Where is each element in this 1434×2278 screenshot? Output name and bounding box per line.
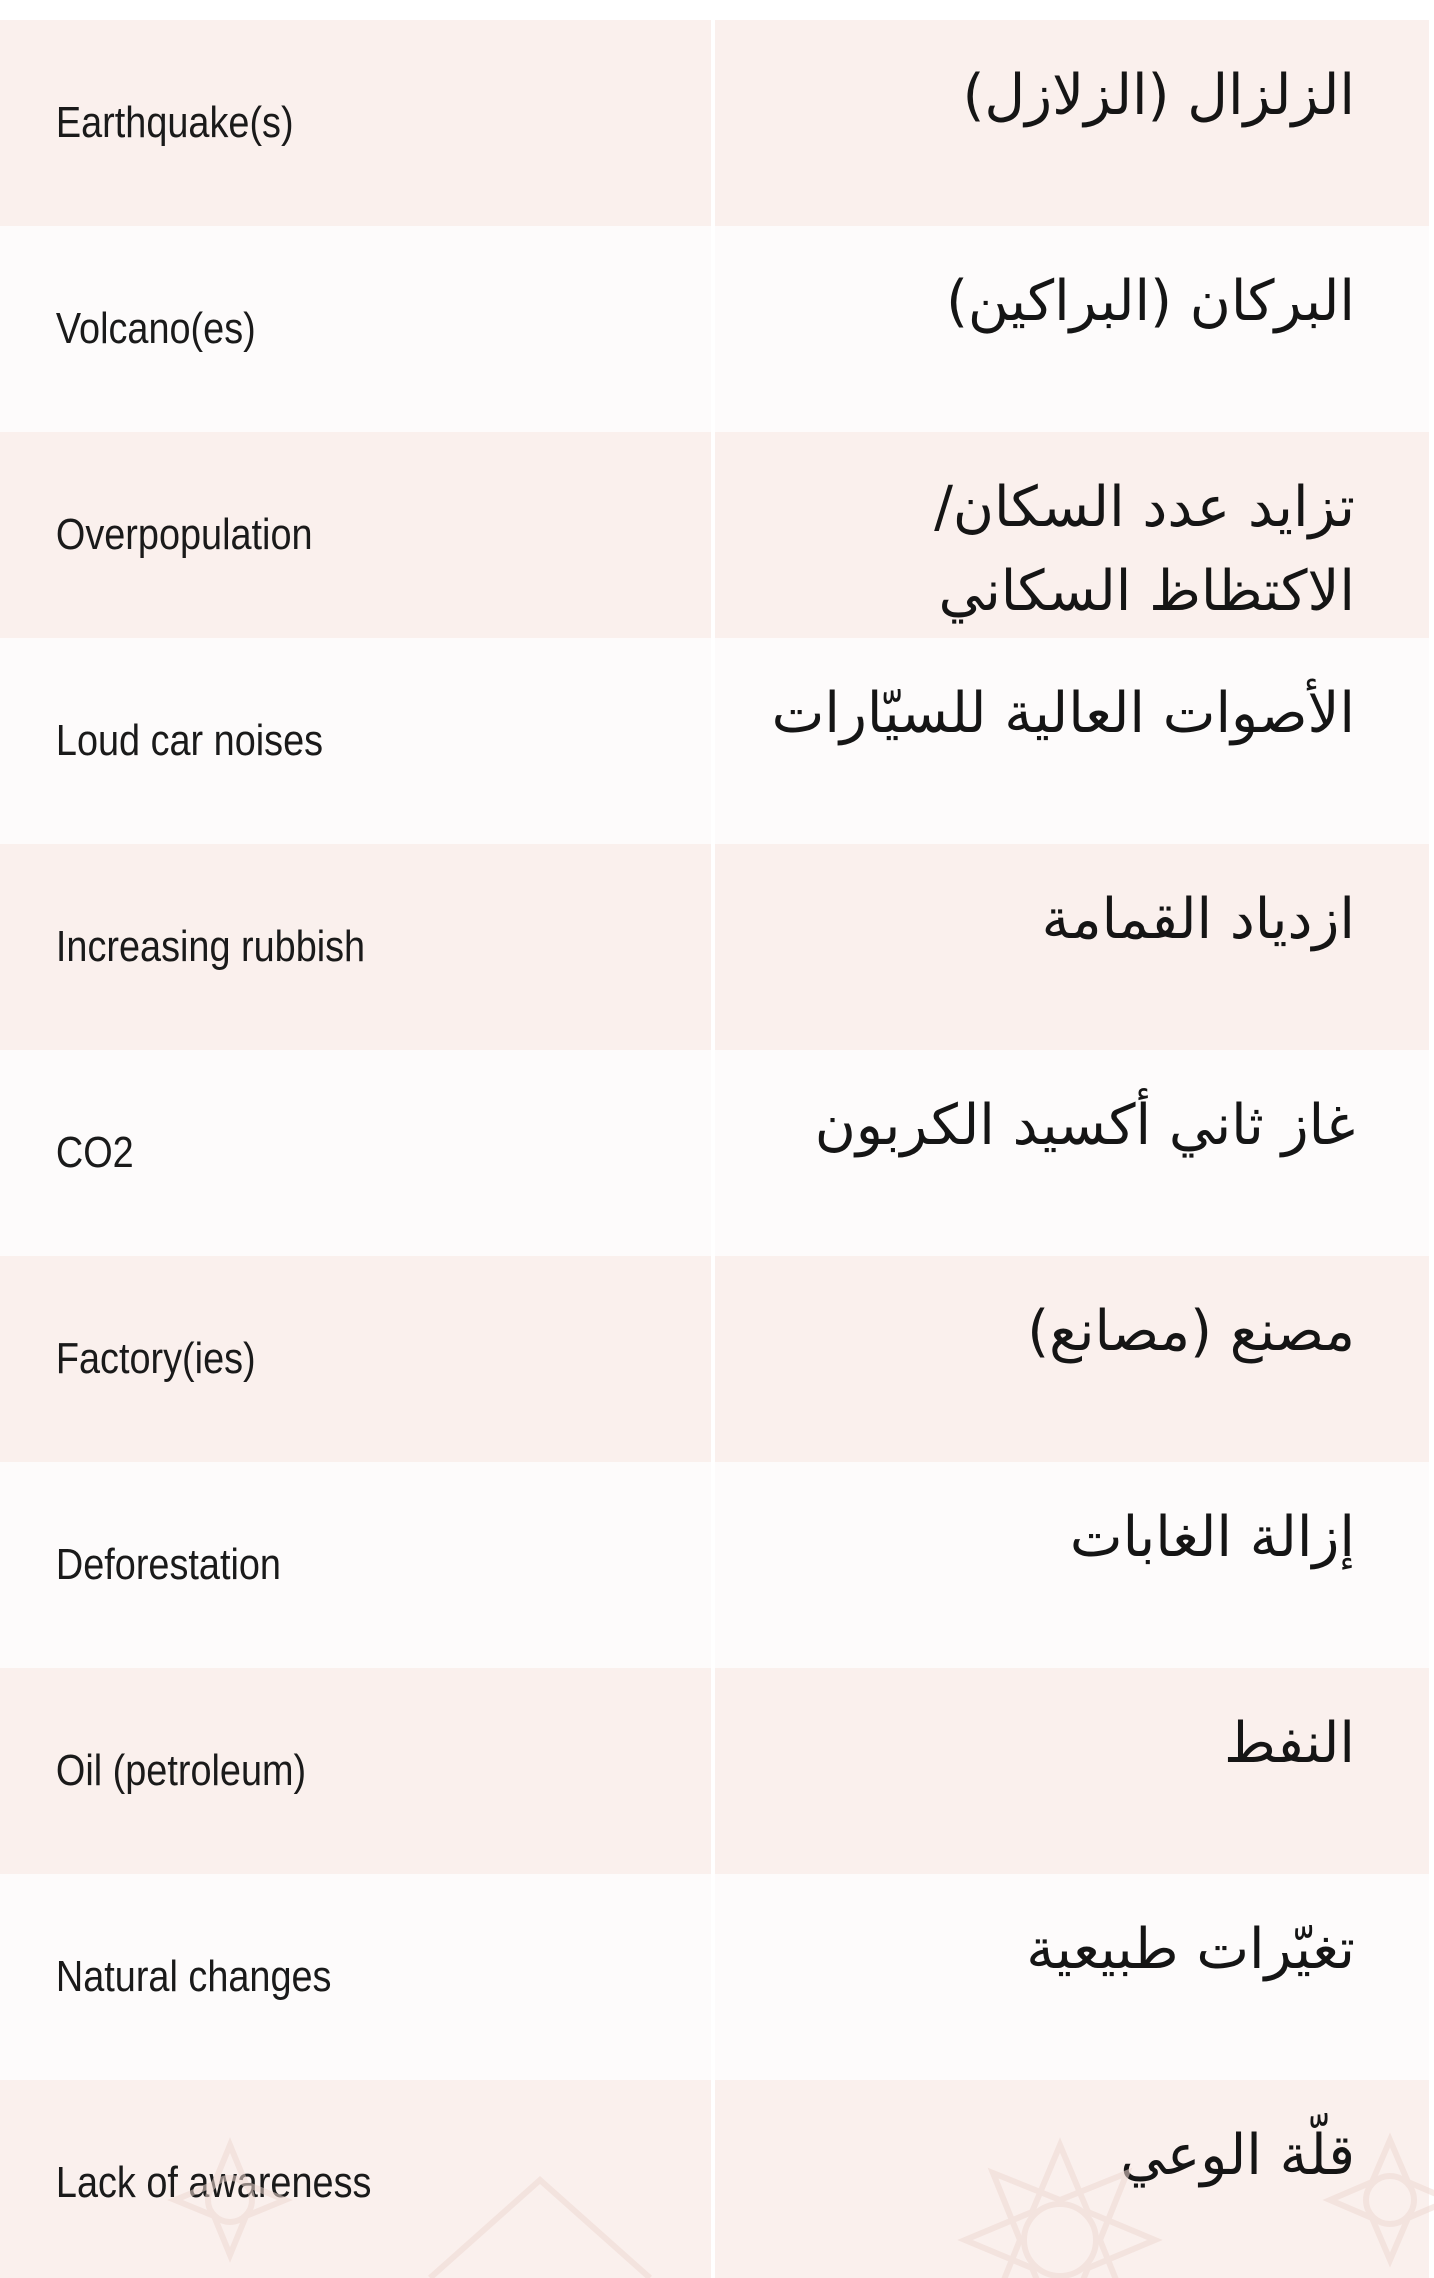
arabic-cell [715,1668,1429,1874]
arabic-term: الزلزال (الزلازل) [962,63,1355,128]
table-row [0,432,1429,638]
arabic-term: تغيّرات طبيعية [1026,1917,1355,1982]
english-cell [0,1256,711,1462]
english-term: Earthquake(s) [55,98,294,147]
english-cell [0,2080,711,2278]
english-term: Overpopulation [55,510,313,559]
english-cell [0,1668,711,1874]
table-row [0,1668,1429,1874]
english-term: Oil (petroleum) [55,1746,307,1795]
table-row [0,1050,1429,1256]
arabic-term: إزالة الغابات [1069,1505,1355,1570]
english-cell [0,20,711,226]
english-cell [0,1874,711,2080]
arabic-cell [715,1462,1429,1668]
arabic-term: ازدياد القمامة [1041,887,1355,952]
arabic-cell [715,432,1429,638]
english-term: Factory(ies) [55,1334,256,1383]
table-row [0,1874,1429,2080]
table-row [0,1256,1429,1462]
english-term: Increasing rubbish [55,922,366,971]
english-cell [0,844,711,1050]
english-term: Natural changes [55,1952,332,2001]
table-row [0,20,1429,226]
arabic-term: تزايد عدد السكان/الاكتظاظ السكاني [934,475,1355,624]
english-cell [0,1462,711,1668]
english-cell [0,638,711,844]
arabic-cell [715,1874,1429,2080]
english-term: CO2 [55,1128,134,1177]
english-term: Lack of awareness [55,2158,372,2207]
table-row [0,226,1429,432]
arabic-cell [715,638,1429,844]
english-term: Loud car noises [55,716,324,765]
table-row [0,2080,1429,2278]
table-row [0,1462,1429,1668]
english-cell [0,432,711,638]
english-term: Volcano(es) [55,304,256,353]
table-row [0,844,1429,1050]
english-cell [0,226,711,432]
arabic-cell [715,2080,1429,2278]
arabic-term: غاز ثاني أكسيد الكربون [814,1093,1355,1158]
arabic-cell [715,20,1429,226]
arabic-term: مصنع (مصانع) [1027,1299,1355,1364]
arabic-cell [715,1050,1429,1256]
arabic-term: البركان (البراكين) [946,269,1355,334]
english-cell [0,1050,711,1256]
arabic-term: النفط [1223,1711,1355,1776]
english-term: Deforestation [55,1540,281,1589]
vocabulary-table [0,20,1429,2278]
arabic-cell [715,1256,1429,1462]
arabic-term: قلّة الوعي [1120,2123,1355,2188]
table-row [0,638,1429,844]
arabic-cell [715,844,1429,1050]
arabic-cell [715,226,1429,432]
arabic-term: الأصوات العالية للسيّارات [771,681,1355,746]
